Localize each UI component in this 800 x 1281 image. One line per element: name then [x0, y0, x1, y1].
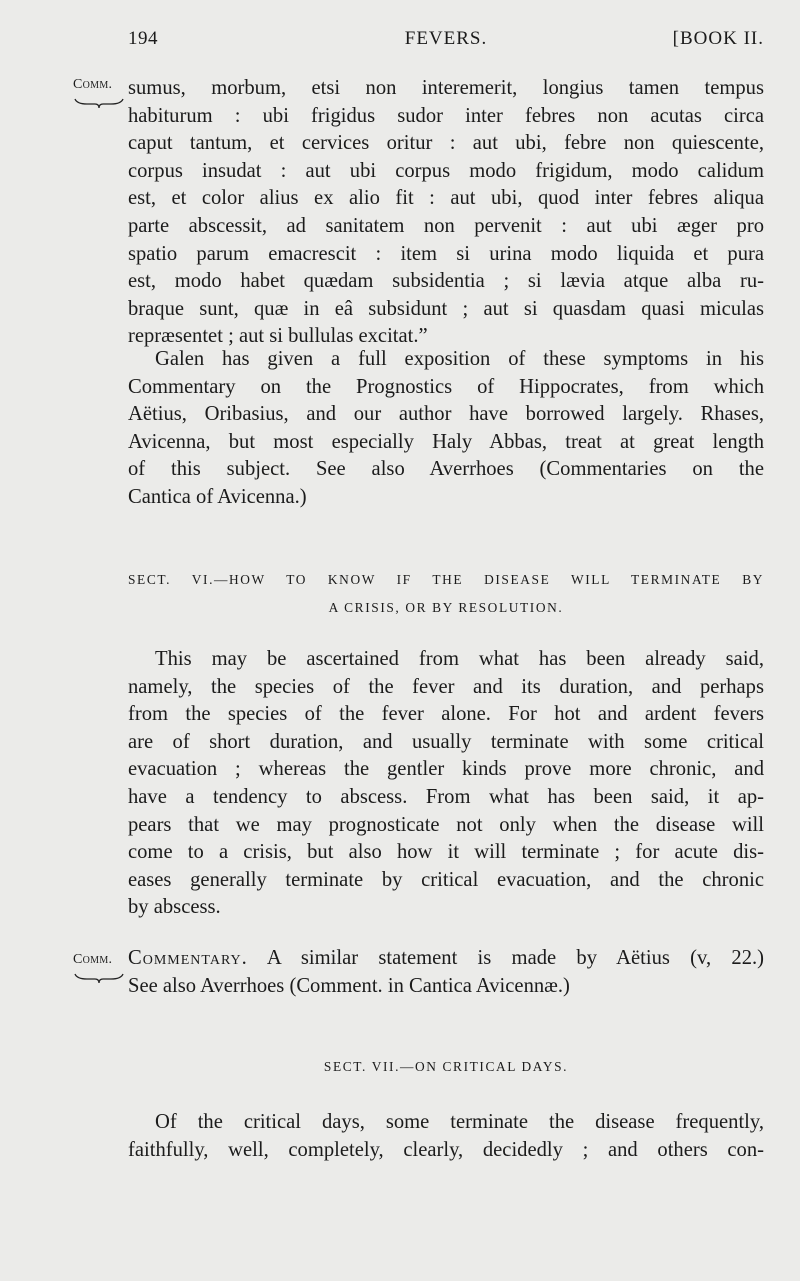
- text-line: are of short duration, and usually terminate with some critical: [128, 730, 764, 753]
- heading-line: SECT. VI.—HOW TO KNOW IF THE DISEASE WILL TERMINATE BY: [128, 572, 764, 587]
- text-line: from the species of the fever alone. For hot and ardent fevers: [128, 703, 764, 726]
- heading-line: A CRISIS, OR BY RESOLUTION.: [328, 600, 564, 615]
- page-header: [128, 28, 764, 58]
- text-line: pears that we may prognosticate not only when the disease will: [128, 813, 764, 836]
- text-line: eases generally terminate by critical evacuation, and the chronic: [128, 868, 764, 891]
- section-7-paragraph: [128, 1109, 764, 1164]
- heading-line: SECT. VII.—ON CRITICAL DAYS.: [323, 1059, 569, 1074]
- text-line: [128, 945, 764, 973]
- commentary-text: A similar statement is made by Aëtius (v, 22.): [247, 947, 764, 969]
- text-line: habiturum : ubi frigidus sudor inter febres non acutas circa: [128, 104, 764, 127]
- text-line: of this subject. See also Averrhoes (Commentaries on the: [128, 458, 764, 481]
- text-line: parte abscessit, ad sanitatem non pervenit : aut ubi æger pro: [128, 214, 764, 237]
- section-6-heading: [128, 566, 764, 622]
- text-line: evacuation ; whereas the gentler kinds prove more chronic, and: [128, 758, 764, 781]
- text-line: braque sunt, quæ in eâ subsidunt ; aut si quasdam quasi miculas: [128, 297, 764, 320]
- text-line: repræsentet ; aut si bullulas excitat.”: [128, 325, 428, 348]
- running-title: FEVERS.: [404, 28, 488, 49]
- page-number: 194: [128, 28, 158, 49]
- text-line: spatio parum emacrescit : item si urina modo liquida et pura: [128, 242, 764, 265]
- margin-brace-icon: [73, 972, 125, 984]
- text-line: Galen has given a full exposition of these symptoms in his: [155, 348, 764, 370]
- section-6-paragraph: [128, 646, 764, 922]
- commentary-label: Commentary.: [128, 947, 248, 969]
- text-line: est, modo habet quædam subsidentia ; si lævia atque alba ru-: [128, 270, 764, 293]
- text-line: namely, the species of the fever and its duration, and perhaps: [128, 675, 764, 698]
- text-line: Avicenna, but most especially Haly Abbas, treat at great length: [128, 430, 764, 453]
- margin-brace-icon: [73, 97, 125, 109]
- commentary-paragraph: [128, 945, 764, 1000]
- text-line: come to a crisis, but also how it will terminate ; for acute dis-: [128, 841, 764, 864]
- text-line: sumus, morbum, etsi non interemerit, longius tamen tempus: [128, 77, 764, 99]
- latin-quotation-paragraph: [128, 75, 764, 351]
- galen-paragraph: [128, 346, 764, 512]
- margin-note-comm: Comm.: [73, 952, 113, 967]
- text-line: This may be ascertained from what has been already said,: [155, 648, 764, 670]
- text-line: Commentary on the Prognostics of Hippocrates, from which: [128, 375, 764, 398]
- text-line: corpus insudat : aut ubi corpus modo frigidum, modo calidum: [128, 159, 764, 182]
- text-line: est, et color alius ex alio fit : aut ubi, quod inter febres aliqua: [128, 187, 764, 210]
- text-line: See also Averrhoes (Comment. in Cantica Avicennæ.): [128, 974, 570, 997]
- text-line: faithfully, well, completely, clearly, decidedly ; and others con-: [128, 1138, 764, 1161]
- book-reference: [BOOK II.: [672, 28, 764, 49]
- text-line: by abscess.: [128, 896, 221, 919]
- margin-note-comm: Comm.: [73, 77, 113, 92]
- text-line: Of the critical days, some terminate the disease frequently,: [155, 1111, 764, 1133]
- section-7-heading: [128, 1053, 764, 1081]
- text-line: caput tantum, et cervices oritur : aut ubi, febre non quiescente,: [128, 132, 764, 155]
- text-line: have a tendency to abscess. From what has been said, it ap-: [128, 785, 764, 808]
- text-line: Cantica of Avicenna.): [128, 485, 307, 508]
- text-line: Aëtius, Oribasius, and our author have borrowed largely. Rhases,: [128, 403, 764, 426]
